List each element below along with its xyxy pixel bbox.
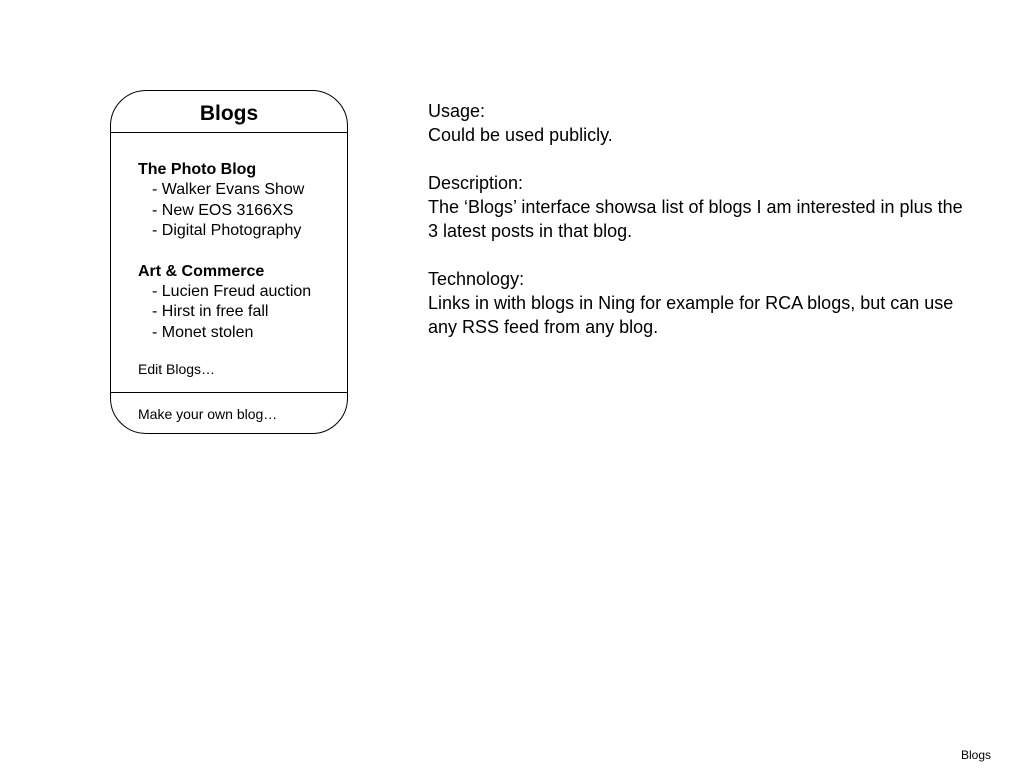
edit-blogs-link[interactable]: Edit Blogs… — [138, 361, 216, 377]
blog-name[interactable]: The Photo Blog — [138, 161, 257, 178]
usage-heading: Usage: — [428, 101, 486, 121]
blog-list — [138, 160, 343, 363]
usage-note — [428, 99, 968, 147]
footer-divider — [111, 392, 347, 393]
header-divider — [111, 132, 347, 133]
description-note — [428, 171, 968, 243]
blog-group — [138, 160, 343, 242]
blog-post-link[interactable]: - Digital Photography — [152, 222, 302, 239]
technology-text: Links in with blogs in Ning for example for RCA blogs, but can use any RSS feed from any blog. — [428, 293, 954, 337]
widget-title: Blogs — [199, 102, 259, 125]
technology-note — [428, 267, 968, 339]
usage-text: Could be used publicly. — [428, 125, 613, 145]
blog-post-link[interactable]: - New EOS 3166XS — [152, 201, 294, 219]
description-text: The ‘Blogs’ interface showsa list of blogs I am interested in plus the 3 latest posts in that blog. — [428, 197, 963, 241]
technology-heading: Technology: — [428, 269, 525, 289]
blogs-widget — [110, 90, 348, 434]
blog-post-link[interactable]: - Walker Evans Show — [152, 181, 305, 198]
blog-name[interactable]: Art & Commerce — [138, 262, 265, 280]
blog-post-link[interactable]: - Hirst in free fall — [152, 303, 269, 320]
blog-group — [138, 262, 343, 344]
annotation-notes — [428, 99, 968, 363]
blog-post-link[interactable]: - Monet stolen — [152, 323, 254, 341]
slide-footer-label: Blogs — [960, 748, 991, 762]
description-heading: Description: — [428, 173, 524, 193]
make-own-blog-link[interactable]: Make your own blog… — [138, 406, 278, 422]
blog-post-link[interactable]: - Lucien Freud auction — [152, 282, 312, 300]
